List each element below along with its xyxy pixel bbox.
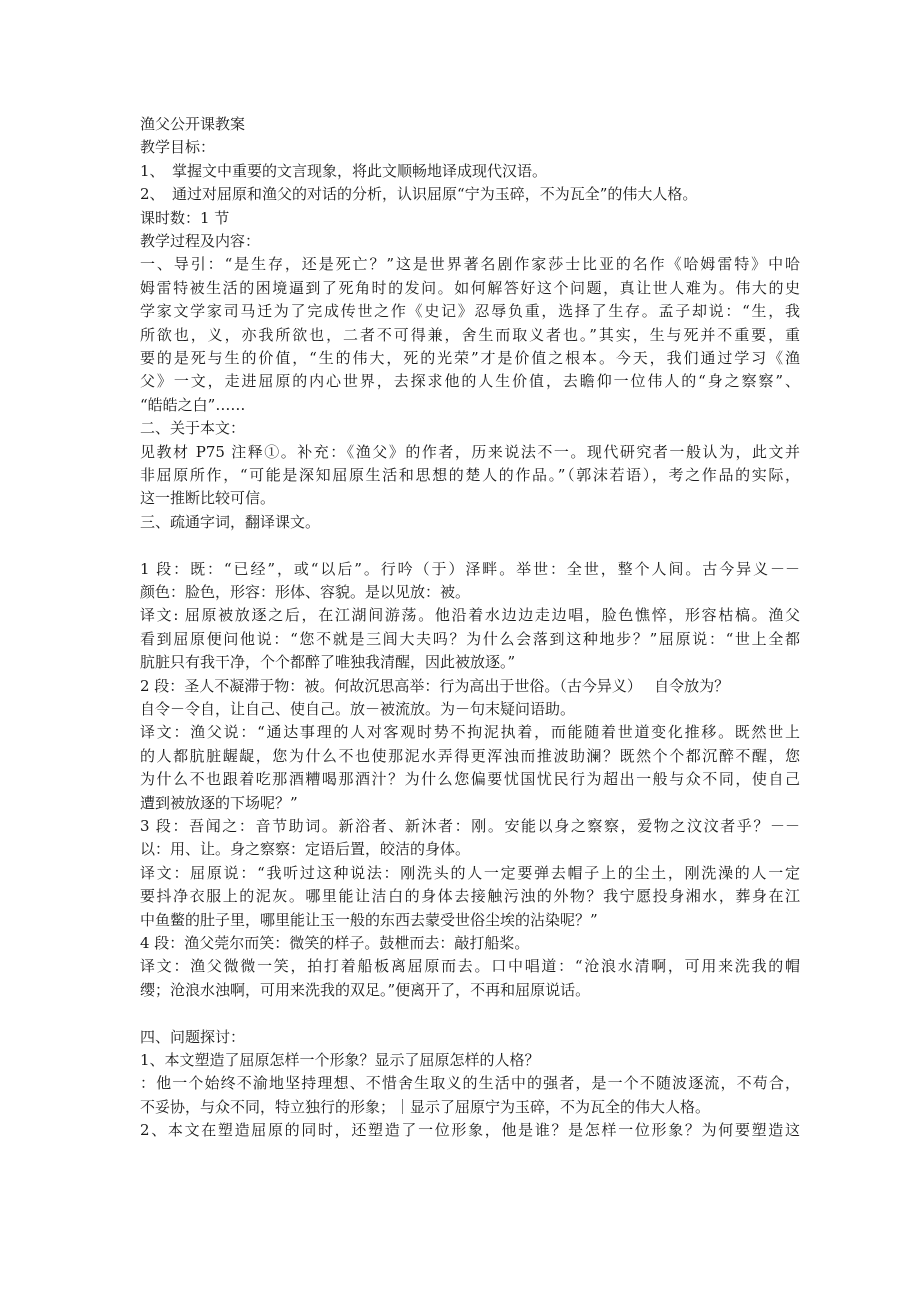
about-heading: 二、关于本文：: [140, 419, 246, 438]
segment-3-line: 要抖净衣服上的泥灰。哪里能让洁白的身体去接触污浊的外物？我宁愿投身湘水，葬身在江: [140, 887, 800, 906]
segment-1-line: 肮脏只有我干净，个个都醉了唯独我清醒，因此被放逐。”: [140, 653, 516, 672]
class-hours: 课时数：1 节: [140, 208, 230, 227]
segment-4-line: 4 段：渔父莞尔而笑：微笑的样子。鼓枻而去：敲打船桨。: [140, 933, 530, 952]
segment-3-line: 译文：屈原说：“我听过这种说法：刚洗头的人一定要弹去帽子上的尘土，刚洗澡的人一定: [140, 863, 800, 882]
segment-2-line: 自令－令自，让自己、使自己。放－被流放。为－句末疑问语助。: [140, 699, 576, 718]
segment-2-line: 译文：渔父说：“通达事理的人对客观时势不拘泥执着，而能随着世道变化推移。既然世上: [140, 723, 800, 742]
intro-line: 一、导引：“是生存，还是死亡？”这是世界著名剧作家莎士比亚的名作《哈姆雷特》中哈: [140, 255, 800, 274]
discussion-heading: 四、问题探讨：: [140, 1027, 246, 1046]
segment-1-line: 1 段：既：“已经”，或“以后”。行吟（于）泽畔。举世：全世，整个人间。古今异义－－: [140, 559, 800, 578]
intro-line: 所欲也，义，亦我所欲也，二者不可得兼，舍生而取义者也。”其实，生与死并不重要，重: [140, 325, 800, 344]
segment-2-line: 遭到被放逐的下场呢？”: [140, 793, 298, 812]
segment-4-line: 译文：渔父微微一笑，拍打着船板离屈原而去。口中唱道：“沧浪水清啊，可用来洗我的帽: [140, 957, 800, 976]
process-heading: 教学过程及内容：: [140, 232, 261, 251]
intro-line: “皓皓之白”……: [140, 395, 246, 414]
discussion-line: 不妥协，与众不同，特立独行的形象；｜显示了屈原宁为玉碎，不为瓦全的伟大人格。: [140, 1097, 711, 1116]
blank-line: [140, 1002, 800, 1025]
segment-2-line: 为什么不也跟着吃那酒糟喝那酒汁？为什么您偏要忧国忧民行为超出一般与众不同，使自己: [140, 770, 800, 789]
intro-line: 姆雷特被生活的困境逼到了死角时的发问。如何解答好这个问题，真让世人难为。伟大的史: [140, 278, 800, 297]
intro-line: 学家文学家司马迁为了完成传世之作《史记》忍辱负重，选择了生存。孟子却说：“生，我: [140, 302, 800, 321]
objective-2: 2、 通过对屈原和渔父的对话的分析，认识屈原“宁为玉碎，不为瓦全”的伟大人格。: [140, 185, 698, 204]
segment-3-line: 中鱼鳖的肚子里，哪里能让玉一般的东西去蒙受世俗尘埃的沾染呢？”: [140, 910, 598, 929]
intro-line: 要的是死与生的价值，“生的伟大，死的光荣”才是价值之根本。今天，我们通过学习《渔: [140, 349, 800, 367]
segment-2-line: 的人都肮脏龌龊，您为什么不也使那泥水弄得更浑浊而推波助澜？既然个个都沉醉不醒，您: [140, 746, 800, 765]
about-line: 见教材 P75 注释①。补充：《渔父》的作者，历来说法不一。现代研究者一般认为，此文并: [140, 442, 800, 461]
translate-heading: 三、疏通字词，翻译课文。: [140, 512, 321, 531]
discussion-line: 1、本文塑造了屈原怎样一个形象？显示了屈原怎样的人格？: [140, 1050, 540, 1069]
segment-4-line: 缨；沧浪水浊啊，可用来洗我的双足。”便离开了，不再和屈原说话。: [140, 980, 591, 999]
intro-line: 父》一文，走进屈原的内心世界，去探求他的人生价值，去瞻仰一位伟人的“身之察察”、: [140, 372, 800, 391]
discussion-line: 2、本文在塑造屈原的同时，还塑造了一位形象，他是谁？是怎样一位形象？为何要塑造这: [140, 1121, 800, 1140]
segment-3-line: 3 段：吾闻之：音节助词。新浴者、新沐者：刚。安能以身之察察，爱物之汶汶者乎？－－: [140, 816, 800, 835]
doc-title: 渔父公开课教案: [140, 115, 246, 133]
segment-1-line: 译文: 屈原被放逐之后，在江湖间游荡。他沿着水边边走边唱，脸色憔悴，形容枯槁。渔父: [140, 606, 800, 625]
segment-1-line: 颜色：脸色，形容：形体、容貌。是以见放：被。: [140, 582, 471, 601]
discussion-line: ：他一个始终不渝地坚持理想、不惜舍生取义的生活中的强者，是一个不随波逐流，不苟合，: [140, 1074, 800, 1093]
about-line: 非屈原所作，“可能是深知屈原生活和思想的楚人的作品。”（郭沫若语），考之作品的实际，: [140, 465, 800, 484]
objectives-heading: 教学目标：: [140, 138, 216, 157]
segment-3-line: 以：用、让。身之察察：定语后置，皎洁的身体。: [140, 840, 471, 859]
about-line: 这一推断比较可信。: [140, 489, 276, 508]
segment-2-line: 2 段：圣人不凝滞于物：被。何故沉思高举：行为高出于世俗。（古今异义） 自令放为？: [140, 676, 730, 695]
objective-1: 1、 掌握文中重要的文言现象，将此文顺畅地译成现代汉语。: [140, 161, 548, 180]
blank-line: [140, 534, 800, 557]
segment-1-line: 看到屈原便问他说：“您不就是三闾大夫吗？为什么会落到这种地步？”屈原说：“世上全都: [140, 629, 800, 648]
